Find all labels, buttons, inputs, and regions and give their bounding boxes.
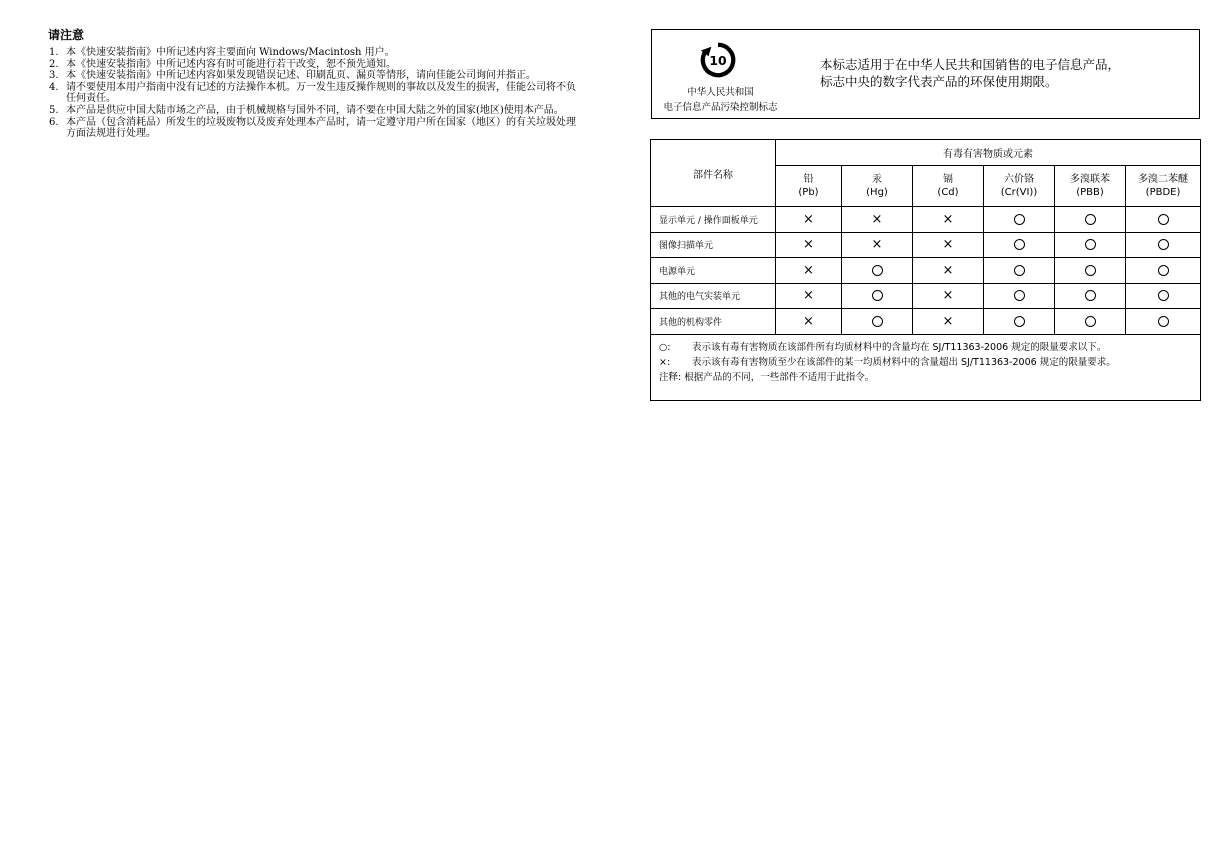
notice-title: 请注意 <box>48 28 85 42</box>
exceeds-mark-cell: × <box>776 258 842 284</box>
compliant-mark-cell <box>1055 232 1126 258</box>
note-line <box>659 355 1192 370</box>
compliant-mark-cell <box>984 207 1055 233</box>
notice-item-text: 本《快速安装指南》中所记述内容有时可能进行若干改变，恕不预先通知。 <box>66 58 396 70</box>
circle-icon <box>1158 316 1169 327</box>
note-symbol-cross: ×: <box>659 356 671 368</box>
circle-icon <box>1085 214 1096 225</box>
substance-header-cell <box>1126 166 1201 207</box>
substance-symbol: (Pb) <box>798 187 819 198</box>
note-text: 表示该有毒有害物质至少在该部件的某一均质材料中的含量超出 SJ/T11363-2006 规定的限量要求。 <box>692 356 1116 368</box>
substance-header-cell <box>776 166 842 207</box>
substance-symbol: (Cr(VI)) <box>1000 187 1038 198</box>
circle-icon <box>1085 290 1096 301</box>
notice-item-text: 请不要使用本用户指南中没有记述的方法操作本机。万一发生违反操作规则的事故以及发生的损害，佳能公司将不负任何责任。 <box>66 81 576 105</box>
exceeds-mark-cell: × <box>913 232 984 258</box>
substance-header-cell <box>913 166 984 207</box>
substance-header-cell <box>1055 166 1126 207</box>
table-row <box>651 207 1201 233</box>
exceeds-mark-cell: × <box>776 309 842 335</box>
table-row <box>651 258 1201 284</box>
notice-item-number: 3. <box>49 70 59 82</box>
circle-icon <box>1158 239 1169 250</box>
substance-header-cell <box>842 166 913 207</box>
notice-item-number: 6. <box>49 116 59 128</box>
environmental-protection-period-logo <box>699 41 737 79</box>
part-name-header: 部件名称 <box>651 140 776 207</box>
circle-icon <box>872 316 883 327</box>
exceeds-mark-cell: × <box>913 283 984 309</box>
table-row <box>651 232 1201 258</box>
mark-description <box>820 56 1120 90</box>
mark-caption-line2: 电子信息产品污染控制标志 <box>663 102 778 113</box>
substance-name: 镉 <box>943 174 953 185</box>
exceeds-mark-cell: × <box>776 283 842 309</box>
part-name-cell: 显示单元 / 操作面板单元 <box>651 207 776 233</box>
compliant-mark-cell <box>984 309 1055 335</box>
compliant-mark-cell <box>1126 258 1201 284</box>
substance-header-cell <box>984 166 1055 207</box>
circle-icon <box>872 265 883 276</box>
compliant-mark-cell <box>842 283 913 309</box>
part-name-cell: 其他的机构零件 <box>651 309 776 335</box>
notice-item-text: 本《快速安装指南》中所记述内容主要面向 Windows/Macintosh 用户。 <box>66 47 395 58</box>
table-body <box>651 207 1201 335</box>
hazardous-substances-table <box>650 139 1201 401</box>
exceeds-mark-cell: × <box>842 207 913 233</box>
compliant-mark-cell <box>1055 258 1126 284</box>
table-row <box>651 283 1201 309</box>
compliant-mark-cell <box>984 283 1055 309</box>
notice-item <box>48 105 578 117</box>
exceeds-mark-cell: × <box>776 207 842 233</box>
notice-item-text: 本产品（包含消耗品）所发生的垃圾废物以及废弃处理本产品时，请一定遵守用户所在国家（地区）的有关垃圾处理方面法规进行处理。 <box>66 116 576 140</box>
circle-icon <box>1158 214 1169 225</box>
logo-number: 10 <box>709 53 727 68</box>
circle-icon <box>1014 290 1025 301</box>
circle-icon <box>1014 214 1025 225</box>
substance-name: 汞 <box>872 174 882 185</box>
mark-description-line1: 本标志适用于在中华人民共和国销售的电子信息产品， <box>820 57 1121 72</box>
exceeds-mark-cell: × <box>913 207 984 233</box>
notice-item <box>48 117 578 140</box>
part-name-cell: 电源单元 <box>651 258 776 284</box>
exceeds-mark-cell: × <box>913 258 984 284</box>
notice-list <box>48 47 578 140</box>
circle-icon <box>1158 265 1169 276</box>
notice-item <box>48 82 578 105</box>
substance-name: 多溴二苯醚 <box>1138 174 1189 185</box>
note-line <box>659 340 1192 355</box>
mark-description-line2: 标志中央的数字代表产品的环保使用期限。 <box>820 74 1058 89</box>
compliant-mark-cell <box>1126 207 1201 233</box>
compliant-mark-cell <box>1126 232 1201 258</box>
compliant-mark-cell <box>1055 309 1126 335</box>
compliant-mark-cell <box>842 258 913 284</box>
substance-name: 多溴联苯 <box>1070 174 1110 185</box>
notice-item-number: 4. <box>49 81 59 93</box>
circle-icon <box>1014 239 1025 250</box>
pollution-mark-box <box>651 29 1200 119</box>
compliant-mark-cell <box>1055 283 1126 309</box>
mark-caption-line1: 中华人民共和国 <box>687 87 754 98</box>
circle-icon <box>1085 239 1096 250</box>
compliant-mark-cell <box>842 309 913 335</box>
note-remark-label: 注释: <box>659 371 682 383</box>
notice-item <box>48 59 578 71</box>
part-name-cell: 图像扫描单元 <box>651 232 776 258</box>
notice-item <box>48 47 578 59</box>
compliant-mark-cell <box>984 232 1055 258</box>
substances-group-header: 有毒有害物质或元素 <box>776 140 1201 166</box>
circle-icon <box>872 290 883 301</box>
substance-symbol: (Hg) <box>866 187 888 198</box>
compliant-mark-cell <box>1055 207 1126 233</box>
circle-icon <box>1085 265 1096 276</box>
compliant-mark-cell <box>984 258 1055 284</box>
substance-symbol: (PBDE) <box>1145 187 1181 198</box>
table-row <box>651 309 1201 335</box>
note-text: 根据产品的不同，一些部件不适用于此指令。 <box>684 371 875 383</box>
notice-item <box>48 70 578 82</box>
circle-icon <box>1158 290 1169 301</box>
circle-icon <box>1014 316 1025 327</box>
circle-icon <box>1014 265 1025 276</box>
notice-item-number: 5. <box>49 104 59 116</box>
substance-symbol: (PBB) <box>1076 187 1104 198</box>
exceeds-mark-cell: × <box>913 309 984 335</box>
notice-item-number: 2. <box>49 58 59 70</box>
table-notes <box>651 334 1201 400</box>
substance-name: 铅 <box>803 174 814 185</box>
notice-item-text: 本产品是供应中国大陆市场之产品，由于机械规格与国外不同，请不要在中国大陆之外的国家(地区)使用本产品。 <box>66 104 564 116</box>
substance-name: 六价铬 <box>1004 174 1034 185</box>
note-symbol-circle: ○: <box>659 341 671 353</box>
circle-icon <box>1085 316 1096 327</box>
exceeds-mark-cell: × <box>776 232 842 258</box>
part-name-cell: 其他的电气实装单元 <box>651 283 776 309</box>
notice-item-text: 本《快速安装指南》中所记述内容如果发现错误记述、印刷乱页、漏页等情形，请向佳能公司询问并指正。 <box>66 70 536 82</box>
compliant-mark-cell <box>1126 283 1201 309</box>
compliant-mark-cell <box>1126 309 1201 335</box>
notice-item-number: 1. <box>49 47 59 58</box>
note-text: 表示该有毒有害物质在该部件所有均质材料中的含量均在 SJ/T11363-2006 规定的限量要求以下。 <box>692 341 1107 353</box>
substance-symbol: (Cd) <box>937 187 959 198</box>
exceeds-mark-cell: × <box>842 232 913 258</box>
notice-section <box>48 26 578 140</box>
note-line <box>659 370 1192 385</box>
